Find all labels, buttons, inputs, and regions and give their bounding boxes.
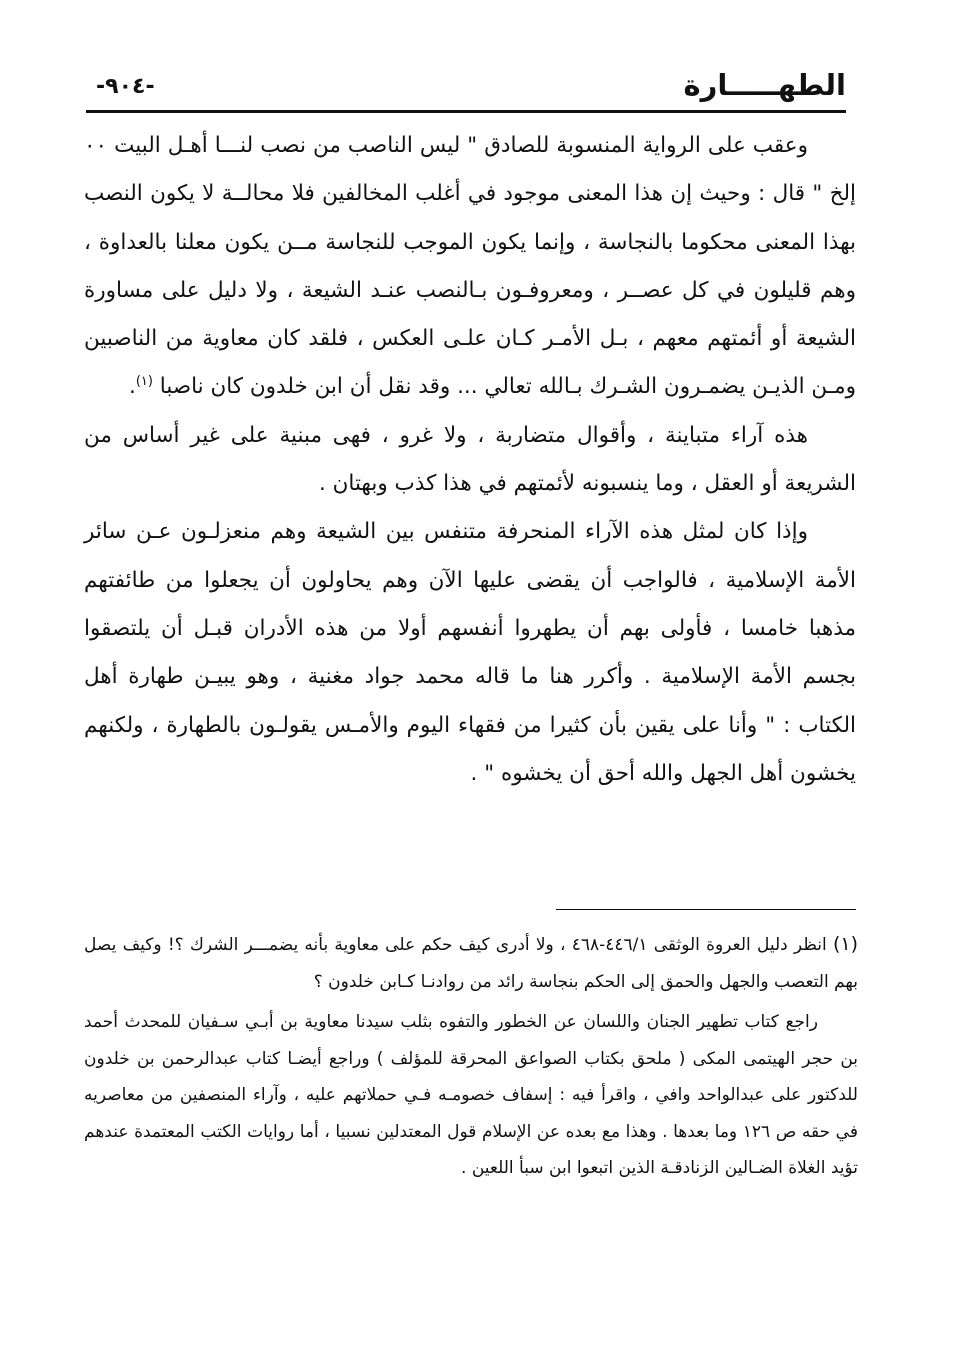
footnote-reference: (١): [135, 374, 153, 390]
header-rule: [86, 110, 846, 113]
footnote-1-marker: (١): [832, 933, 859, 955]
paragraph-3: وإذا كان لمثل هذه الآراء المنحرفة متنفس بين الشيعة وهم منعزلـون عـن سائر الأمة الإسلامية ، فالواجب أن يقضى عليها الآن وهم يحاولون أن يجعلوا من طائفتهم مذهبا خامسا ، فأولى بهم أن يطهروا أنفسهم أولا من هذه الأدران قبـل أن يلتصقوا بجسم الأمة الإسلامية . وأكرر هنا ما قاله محمد جواد مغنية ، وهو يبيـن طهارة أهل الكتاب : " وأنا على يقين بأن كثيرا من فقهاء اليوم والأمـس يقولـون بالطهارة ، ولكنهم يخشون أهل الجهل والله أحق أن يخشوه " .: [84, 519, 856, 786]
page-number: -٩٠٤-: [96, 74, 155, 99]
page-header: [86, 66, 846, 114]
footnote-1-text: انظر دليل العروة الوثقى ٤٤٦/١-٤٦٨ ، ولا أدرى كيف حكم على معاوية بأنه يضمـــر الشرك ؟! وكيف يصل بهم التعصب والجهل والحمق إلى الحكم بنجاسة رائد من روادنـا كـابن خلدون ؟: [84, 935, 858, 992]
footnote-1: [84, 926, 858, 1000]
paragraph-2: هذه آراء متباينة ، وأقوال متضاربة ، ولا غرو ، فهى مبنية على غير أساس من الشريعة أو العقل ، وما ينسبونه لأئمتهم في هذا كذب وبهتان .: [84, 422, 856, 497]
main-text: [84, 122, 856, 798]
paragraph-1-text: وعقب على الرواية المنسوبة للصادق " ليس الناصب من نصب لنـــا أهـل البيت ٠٠ إلخ " قال : وحيث إن هذا المعنى موجود في أغلب المخالفين فلا محالــة لا يكون النصب بهذا المعنى محكوما بالنجاسة ، وإنما يكون الموجب للنجاسة مــن يكون معلنا بالعداوة ، وهم قليلون في كل عصــر ، ومعروفـون بـالنصب عنـد الشيعة ، ولا دليل على مساورة الشيعة أو أئمتهم معهم ، بـل الأمـر كـان علـى العكس ، فلقد كان معاوية من الناصبين ومـن الذيـن يضمـرون الشـرك بـالله تعالي ... وقد نقل أن ابن خلدون كان ناصبا: [84, 133, 856, 400]
footnote-2: راجع كتاب تطهير الجنان واللسان عن الخطور والتفوه بثلب سيدنا معاوية بن أبـي سـفيان للمحدث أحمد بن حجر الهيتمى المكى ( ملحق بكتاب الصواعق المحرقة للمؤلف ) وراجع أيضـا كتاب عبدالرحمن بن خلدون للدكتور على عبدالواحد وافي ، واقرأ فيه : إسفاف خصومـه فـي حملاتهم عليه ، وآراء المنصفين من معاصريه في حقه ص ١٢٦ وما بعدها . وهذا مع بعده عن الإسلام قول المعتدلين نسبيا ، أما روايات الكتب المعتمدة عندهم تؤيد الغلاة الضـالين الزنادقـة الذين اتبعوا ابن سبأ اللعين .: [84, 1012, 858, 1178]
paragraph-1: وعقب على الرواية المنسوبة للصادق " ليس الناصب من نصب لنـــا أهـل البيت ٠٠ إلخ " قال : وحيث إن هذا المعنى موجود في أغلب المخالفين فلا محالــة لا يكون النصب بهذا المعنى محكوما بالنجاسة ، وإنما يكون الموجب للنجاسة مــن يكون معلنا بالعداوة ، وهم قليلون في كل عصــر ، ومعروفـون بـالنصب عنـد الشيعة ، ولا دليل على مساورة الشيعة أو أئمتهم معهم ، بـل الأمـر كـان علـى العكس ، فلقد كان معاوية من الناصبين ومـن الذيـن يضمـرون الشـرك بـالله تعالي ... وقد نقل أن ابن خلدون كان ناصبا $^{(١)}$.: [84, 133, 856, 400]
footnote-separator: [556, 909, 856, 910]
footnotes: [84, 926, 858, 1187]
running-title: الطهـــــارة: [683, 68, 846, 102]
